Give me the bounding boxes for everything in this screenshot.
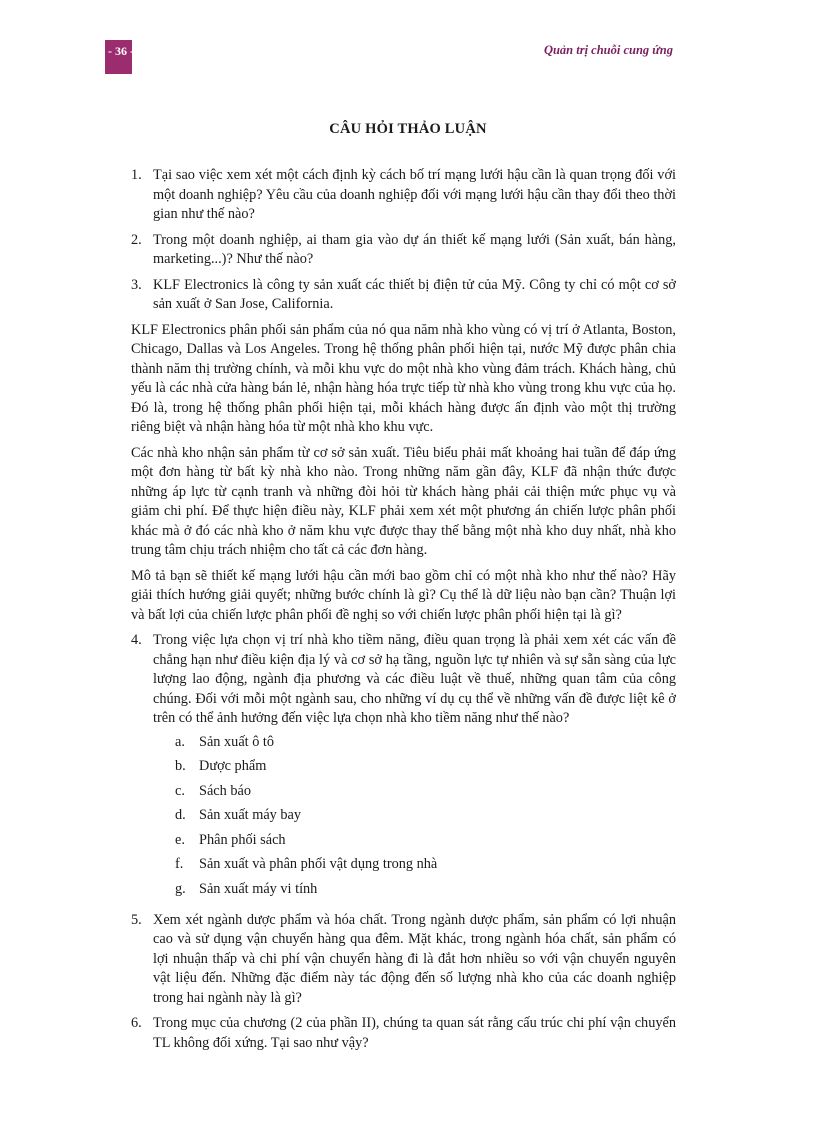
list-letter: a. — [175, 733, 185, 750]
question-text: KLF Electronics là công ty sản xuất các thiết bị điện tử của Mỹ. Công ty chỉ có một cơ sở sản xuất ở San Jose, California. — [153, 276, 676, 312]
paragraph-klf-distribution: KLF Electronics phân phối sản phẩm của nó qua năm nhà kho vùng có vị trí ở Atlanta, Boston, Chicago, Dallas và Los Angeles. Trong hệ thống phân phối hiện tại, nước Mỹ được phân chia thành năm thị trường chính, và mỗi khu vực do một nhà kho vùng đảm trách. Khách hàng, chủ yếu là các nhà cửa hàng bán lẻ, nhận hàng hóa trực tiếp từ nhà kho vùng trong khu vực của họ. Đó là, trong hệ thống phân phối hiện tại, mỗi khách hàng được ấn định vào một thị trường riêng biệt và nhận hàng hóa từ một nhà kho khu vực. — [131, 321, 676, 435]
list-letter: b. — [175, 758, 186, 775]
list-item — [175, 880, 676, 905]
list-letter: d. — [175, 807, 186, 824]
question-number: 4. — [131, 632, 142, 648]
question-text: Trong một doanh nghiệp, ai tham gia vào dự án thiết kế mạng lưới (Sản xuất, bán hàng, marketing...)? Như thế nào? — [153, 231, 676, 267]
list-letter: g. — [175, 881, 186, 898]
question-text: Tại sao việc xem xét một cách định kỳ cách bố trí mạng lưới hậu cần là quan trọng đối với một doanh nghiệp? Yêu cầu của doanh nghiệp đối với mạng lưới hậu cần thay đổi theo thời gian như thế nào? — [153, 167, 676, 222]
list-text: Sản xuất máy vi tính — [199, 881, 318, 898]
questions-content — [131, 166, 676, 1059]
question-1 — [131, 166, 676, 225]
section-title: CÂU HỎI THẢO LUẬN — [329, 121, 487, 137]
list-item — [175, 855, 676, 880]
paragraph-warehouses: Các nhà kho nhận sản phẩm từ cơ sở sản xuất. Tiêu biểu phải mất khoảng hai tuần để đáp ứng một đơn hàng từ bất kỳ nhà kho nào. Trong những năm gần đây, KLF đã nhận thức được những áp lực từ cạnh tranh và những đòi hỏi từ khách hàng phải cải thiện mức phục vụ và giảm chi phí. Để thực hiện điều này, KLF phải xem xét một phương án chiến lược phân phối khác mà ở đó các nhà kho ở năm khu vực được thay thế bằng một nhà kho duy nhất, nhà kho trung tâm chịu trách nhiệm cho tất cả các đơn hàng. — [131, 444, 676, 558]
paragraph-design-question: Mô tả bạn sẽ thiết kế mạng lưới hậu cần mới bao gồm chỉ có một nhà kho như thế nào? Hãy giải thích hướng giải quyết; những bước chính là gì? Cụ thể là dữ liệu nào bạn cần? Thuận lợi và bất lợi của chiến lược phân phối đề nghị so với chiến lược phân phối hiện tại là gì? — [131, 567, 676, 623]
question-text: Trong mục của chương (2 của phần II), chúng ta quan sát rằng cấu trúc chi phí vận chuyển TL không đối xứng. Tại sao như vậy? — [153, 1015, 676, 1051]
running-header-title: Quản trị chuỗi cung ứng — [543, 43, 673, 57]
question-6 — [131, 1014, 676, 1053]
question-text: Trong việc lựa chọn vị trí nhà kho tiềm năng, điều quan trọng là phải xem xét các vấn đề chẳng hạn như điều kiện địa lý và cơ sở hạ tầng, nguồn lực tự nhiên và sự sẵn sàng của lực lượng lao động, ngành địa phương và các điều luật về thuế, những quan tâm của công chúng. Đối với mỗi một ngành sau, cho những ví dụ cụ thể về những vấn đề được liệt kê ở trên có thể ảnh hưởng đến việc lựa chọn nhà kho tiềm năng như thế nào? — [153, 632, 676, 726]
list-letter: f. — [175, 856, 184, 873]
list-item — [175, 757, 676, 782]
list-item — [175, 782, 676, 807]
question-number: 3. — [131, 276, 142, 293]
list-text: Sách báo — [199, 782, 252, 799]
question-number: 1. — [131, 167, 142, 183]
question-2 — [131, 231, 676, 270]
question-number: 5. — [131, 911, 142, 928]
list-item — [175, 806, 676, 831]
question-text: Xem xét ngành dược phẩm và hóa chất. Trong ngành dược phẩm, sản phẩm có lợi nhuận cao và sử dụng vận chuyển hàng qua đêm. Mặt khác, trong ngành hóa chất, sản phẩm có lợi nhuận thấp và chi phí vận chuyển hàng đi là đắt hơn nhiều so với vận chuyển nguyên vật liệu đến. Những đặc điểm này tác động đến số lượng nhà kho của các doanh nghiệp trong hai ngành này là gì? — [153, 911, 676, 1006]
list-text: Phân phối sách — [199, 831, 286, 848]
list-item — [175, 831, 676, 856]
list-text: Sản xuất và phân phối vật dụng trong nhà — [199, 856, 438, 873]
list-text: Sản xuất máy bay — [199, 807, 302, 824]
question-number: 2. — [131, 231, 142, 248]
list-letter: c. — [175, 782, 185, 799]
list-item — [175, 733, 676, 758]
question-4 — [131, 631, 676, 905]
list-text: Sản xuất ô tô — [199, 733, 275, 750]
question-5 — [131, 911, 676, 1009]
question-number: 6. — [131, 1015, 142, 1032]
list-letter: e. — [175, 831, 185, 848]
industry-list — [153, 733, 676, 905]
list-text: Dược phẩm — [199, 758, 267, 775]
question-3 — [131, 276, 676, 315]
page-number: - 36 - — [108, 44, 134, 58]
